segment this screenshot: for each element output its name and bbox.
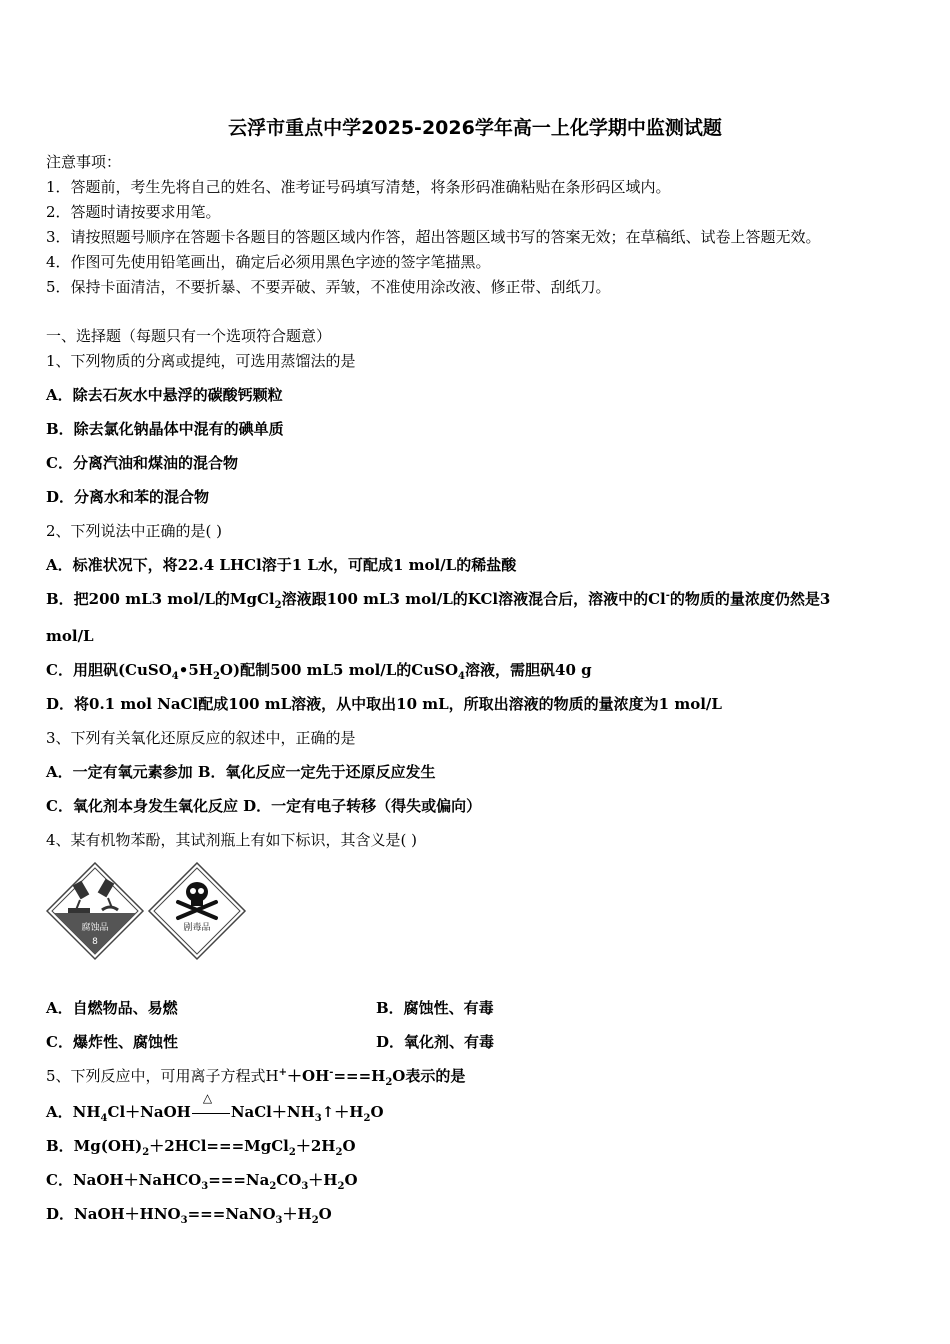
- q5-option-a: A．$NH_4Cl+NaOH$ △ $NaCl+NH_3↑+H_2O$: [46, 1091, 384, 1124]
- page-title: 云浮市重点中学2025-2026学年高一上化学期中监测试题: [228, 117, 722, 139]
- sign-toxic-label: 剧毒品: [183, 923, 211, 933]
- notice-item-1: 1．答题前，考生先将自己的姓名、准考证号码填写清楚，将条形码准确粘贴在条形码区域内。: [46, 178, 671, 196]
- hazard-signs: [46, 862, 251, 968]
- notice-item-4: 4．作图可先使用铅笔画出，确定后必须用黑色字迹的签字笔描黑。: [46, 253, 491, 271]
- q1-option-b: B．除去氯化钠晶体中混有的碘单质: [46, 420, 284, 438]
- q4-stem: 4、某有机物苯酚，其试剂瓶上有如下标识，其含义是( ): [46, 831, 418, 849]
- q4-option-b: B．腐蚀性、有毒: [376, 999, 494, 1017]
- q2-option-d: D．将0.1 mol NaCl配成100 mL溶液，从中取出10 mL，所取出溶液的物质的量浓度为1 mol/L: [46, 695, 722, 713]
- section-heading: 一、选择题（每题只有一个选项符合题意）: [46, 327, 332, 345]
- q1-option-c: C．分离汽油和煤油的混合物: [46, 454, 238, 472]
- q4-option-c: C．爆炸性、腐蚀性: [46, 1033, 178, 1051]
- q2-option-a: A．标准状况下，将22.4 LHCl溶于1 L水，可配成1 mol/L的稀盐酸: [46, 556, 517, 574]
- q2-option-b: B．把200 mL3 mol/L的MgCl$_2$溶液跟100 mL3 mol/L的KCl溶液混合后，溶液中的Cl-的物质的量浓度仍然是3: [46, 590, 831, 611]
- corrosive-sign-icon: [47, 863, 143, 959]
- heating-condition: △: [191, 1102, 231, 1122]
- q3-stem: 3、下列有关氧化还原反应的叙述中，正确的是: [46, 729, 356, 747]
- q4-option-a: A．自燃物品、易燃: [46, 999, 178, 1017]
- q5-option-c: C．$NaOH+NaHCO_3===Na_2CO_3+H_2O$: [46, 1171, 358, 1192]
- q5-option-d: D．$NaOH+HNO_3===NaNO_3+H_2O$: [46, 1205, 332, 1226]
- q4-option-d: D．氧化剂、有毒: [376, 1033, 495, 1051]
- notice-heading: 注意事项：: [46, 153, 122, 171]
- q5-stem: 5、下列反应中，可用离子方程式$H^++OH^-===H_2O$表示的是: [46, 1067, 466, 1088]
- toxic-sign-icon: [149, 863, 245, 959]
- q2-stem: 2、下列说法中正确的是( ): [46, 522, 223, 540]
- q5-option-b: B．$Mg(OH)_2+2HCl===MgCl_2+2H_2O$: [46, 1137, 356, 1158]
- q1-stem: 1、下列物质的分离或提纯，可选用蒸馏法的是: [46, 352, 356, 370]
- q1-option-a: A．除去石灰水中悬浮的碳酸钙颗粒: [46, 386, 283, 404]
- sign-corrosive-number: 8: [92, 937, 98, 947]
- q2-option-b-cont: mol/L: [46, 627, 94, 645]
- q2-option-c: C．用胆矾$(CuSO_4•5H_2O)$配制500 mL5 mol/L的CuSO$_4$溶液，需胆矾40 g: [46, 661, 592, 682]
- notice-item-5: 5．保持卡面清洁，不要折暴、不要弄破、弄皱，不准使用涂改液、修正带、刮纸刀。: [46, 278, 611, 296]
- q3-options-ab: A．一定有氧元素参加 B．氧化反应一定先于还原反应发生: [46, 763, 436, 781]
- sign-corrosive-label: 腐蚀品: [81, 923, 109, 933]
- q1-option-d: D．分离水和苯的混合物: [46, 488, 210, 506]
- notice-item-2: 2．答题时请按要求用笔。: [46, 203, 221, 221]
- notice-item-3: 3．请按照题号顺序在答题卡各题目的答题区域内作答，超出答题区域书写的答案无效；在草稿纸、试卷上答题无效。: [46, 228, 821, 246]
- q3-options-cd: C．氧化剂本身发生氧化反应 D．一定有电子转移（得失或偏向）: [46, 797, 482, 815]
